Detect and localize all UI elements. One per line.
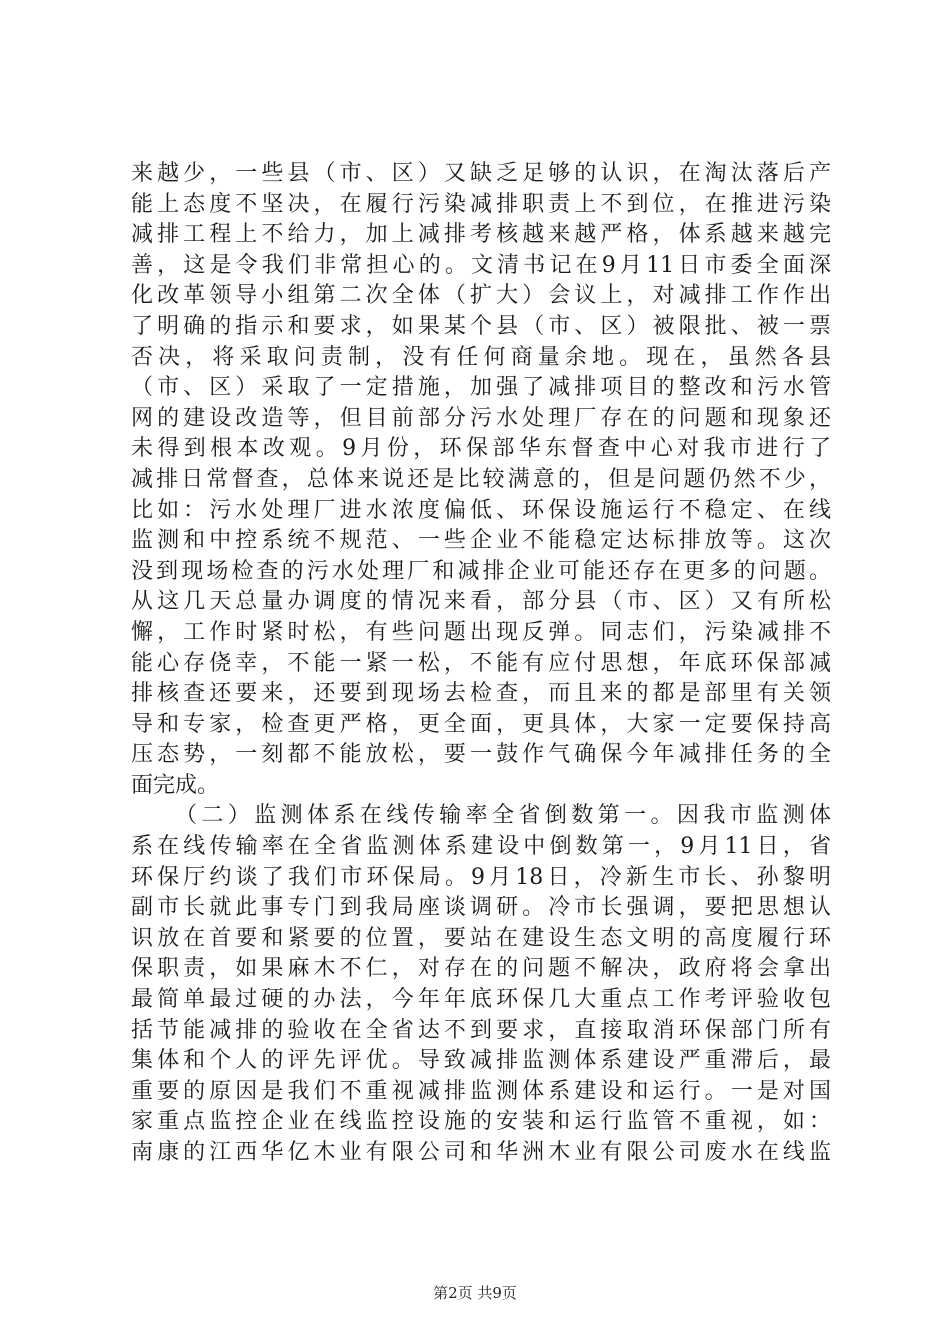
text-line: 化改革领导小组第二次全体（扩大）会议上，对减排工作作出 — [131, 283, 831, 309]
text-line: （市、区）采取了一定措施，加强了减排项目的整改和污水管 — [131, 375, 831, 401]
text-line: 识放在首要和紧要的位置，要站在建设生态文明的高度履行环 — [131, 925, 831, 951]
text-line: 副市长就此事专门到我局座谈调研。冷市长强调，要把思想认 — [131, 895, 831, 921]
text-line: 比如：污水处理厂进水浓度偏低、环保设施运行不稳定、在线 — [131, 497, 831, 523]
text-line: 最简单最过硬的办法，今年年底环保几大重点工作考评验收包 — [131, 987, 831, 1013]
text-line: 来越少，一些县（市、区）又缺乏足够的认识，在淘汰落后产 — [131, 161, 831, 186]
text-line: 了明确的指示和要求，如果某个县（市、区）被限批、被一票 — [131, 313, 831, 339]
text-line: 环保厅约谈了我们市环保局。9月18日，冷新生市长、孙黎明 — [131, 864, 831, 890]
text-line: 括节能减排的验收在全省达不到要求，直接取消环保部门所有 — [131, 1017, 831, 1043]
text-line: 监测和中控系统不规范、一些企业不能稳定达标排放等。这次 — [131, 528, 831, 554]
text-line: 排核查还要来，还要到现场去检查，而且来的都是部里有关领 — [131, 681, 831, 707]
text-line: 懈，工作时紧时松，有些问题出现反弹。同志们，污染减排不 — [131, 619, 831, 645]
paragraph-1 — [131, 159, 831, 801]
text-line: 减排日常督查，总体来说还是比较满意的，但是问题仍然不少， — [131, 466, 831, 492]
text-line: 未得到根本改观。9月份，环保部华东督查中心对我市进行了 — [131, 436, 831, 462]
text-line: 面完成。 — [131, 772, 220, 798]
text-line: 压态势，一刻都不能放松，要一鼓作气确保今年减排任务的全 — [131, 742, 831, 768]
text-line: 集体和个人的评先评优。导致减排监测体系建设严重滞后，最 — [131, 1048, 831, 1074]
text-line: 没到现场检查的污水处理厂和减排企业可能还存在更多的问题。 — [131, 558, 831, 584]
document-body — [131, 159, 831, 1169]
section-heading-line: （二）监测体系在线传输率全省倒数第一。因我市监测体 — [175, 803, 831, 829]
paragraph-2 — [131, 801, 831, 1168]
text-line: 从这几天总量办调度的情况来看，部分县（市、区）又有所松 — [131, 589, 831, 615]
text-line: 重要的原因是我们不重视减排监测体系建设和运行。一是对国 — [131, 1078, 831, 1104]
text-line: 导和专家，检查更严格，更全面，更具体，大家一定要保持高 — [131, 711, 831, 737]
text-line: 家重点监控企业在线监控设施的安装和运行监管不重视，如： — [131, 1109, 831, 1135]
text-line: 能上态度不坚决，在履行污染减排职责上不到位，在推进污染 — [131, 191, 831, 217]
text-line: 减排工程上不给力，加上减排考核越来越严格，体系越来越完 — [131, 222, 831, 248]
text-line: 能心存侥幸，不能一紧一松，不能有应付思想，年底环保部减 — [131, 650, 831, 676]
text-line: 网的建设改造等，但目前部分污水处理厂存在的问题和现象还 — [131, 405, 831, 431]
text-line: 否决，将采取问责制，没有任何商量余地。现在，虽然各县 — [131, 344, 831, 370]
text-line: 系在线传输率在全省监测体系建设中倒数第一，9月11日，省 — [131, 834, 831, 860]
text-line: 保职责，如果麻木不仁，对存在的问题不解决，政府将会拿出 — [131, 956, 831, 982]
page-number-footer: 第2页 共9页 — [433, 1284, 517, 1302]
text-line: 南康的江西华亿木业有限公司和华洲木业有限公司废水在线监 — [131, 1140, 831, 1165]
text-line: 善，这是令我们非常担心的。文清书记在9月11日市委全面深 — [131, 252, 831, 278]
